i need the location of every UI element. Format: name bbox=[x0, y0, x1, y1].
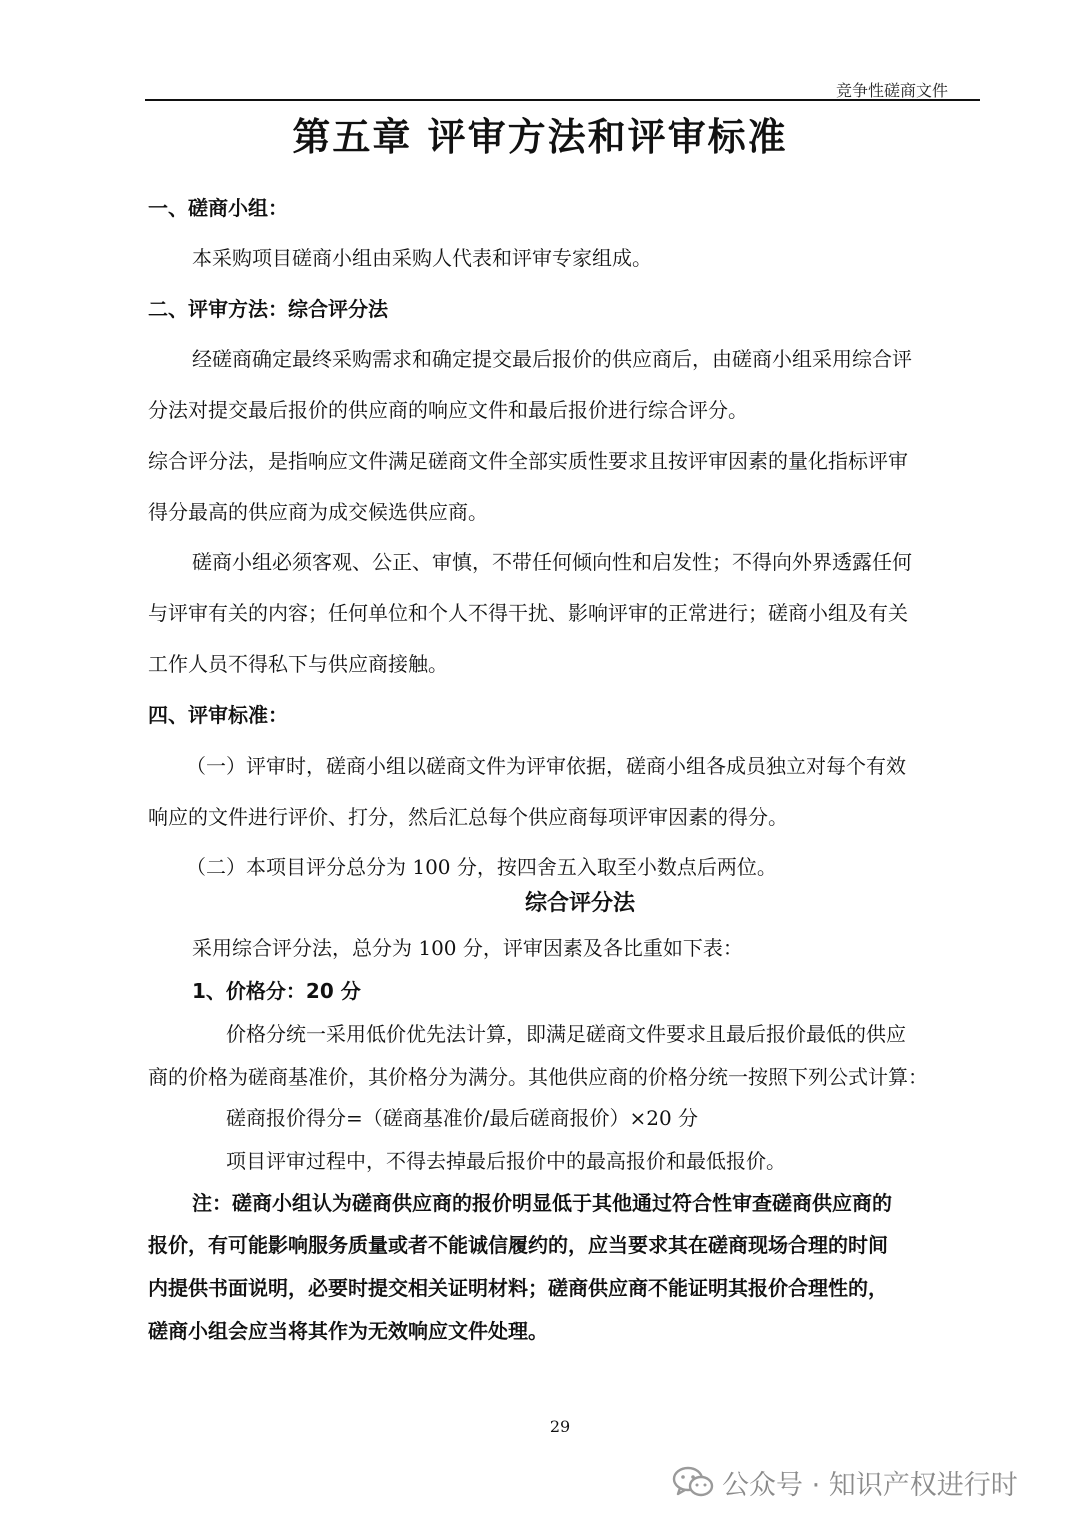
paragraph-line: 综合评分法，是指响应文件满足磋商文件全部实质性要求且按评审因素的量化指标评审 bbox=[148, 449, 908, 473]
paragraph-line: 工作人员不得私下与供应商接触。 bbox=[148, 652, 448, 676]
scoring-intro: 采用综合评分法，总分为 100 分，评审因素及各比重如下表： bbox=[192, 936, 743, 960]
note-line: 内提供书面说明，必要时提交相关证明材料；磋商供应商不能证明其报价合理性的， bbox=[148, 1276, 888, 1300]
paragraph-line: 商的价格为磋商基准价，其价格分为满分。其他供应商的价格分统一按照下列公式计算： bbox=[148, 1065, 928, 1089]
scoring-method-title: 综合评分法 bbox=[524, 891, 635, 916]
price-formula: 磋商报价得分=（磋商基准价/最后磋商报价）×20 分 bbox=[226, 1106, 699, 1130]
watermark-text: 公众号 · 知识产权进行时 bbox=[722, 1469, 1018, 1501]
section-1-heading: 一、磋商小组： bbox=[148, 196, 288, 220]
note-line: 报价，有可能影响服务质量或者不能诚信履约的，应当要求其在磋商现场合理的时间 bbox=[148, 1233, 888, 1257]
note-line: 注：磋商小组认为磋商供应商的报价明显低于其他通过符合性审查磋商供应商的 bbox=[192, 1191, 892, 1215]
paragraph-line: 项目评审过程中，不得去掉最后报价中的最高报价和最低报价。 bbox=[226, 1149, 786, 1173]
page-number: 29 bbox=[549, 1417, 571, 1436]
paragraph-line: 与评审有关的内容；任何单位和个人不得干扰、影响评审的正常进行；磋商小组及有关 bbox=[148, 601, 908, 625]
paragraph-line: 分法对提交最后报价的供应商的响应文件和最后报价进行综合评分。 bbox=[148, 398, 748, 422]
section-2-heading: 二、评审方法：综合评分法 bbox=[148, 297, 388, 321]
note-line: 磋商小组会应当将其作为无效响应文件处理。 bbox=[148, 1319, 548, 1343]
paragraph-line: （一）评审时，磋商小组以磋商文件为评审依据，磋商小组各成员独立对每个有效 bbox=[186, 754, 906, 778]
running-header: 竞争性磋商文件 bbox=[835, 81, 948, 100]
paragraph-line: 响应的文件进行评价、打分，然后汇总每个供应商每项评审因素的得分。 bbox=[148, 805, 788, 829]
wechat-icon bbox=[672, 1465, 714, 1499]
paragraph-line: 磋商小组必须客观、公正、审慎，不带任何倾向性和启发性；不得向外界透露任何 bbox=[192, 550, 912, 574]
header-divider bbox=[145, 99, 980, 101]
paragraph-line: （二）本项目评分总分为 100 分，按四舍五入取至小数点后两位。 bbox=[186, 855, 777, 879]
paragraph-line: 经磋商确定最终采购需求和确定提交最后报价的供应商后，由磋商小组采用综合评 bbox=[192, 347, 912, 371]
section-4-heading: 四、评审标准： bbox=[148, 703, 288, 727]
watermark bbox=[672, 1460, 1018, 1504]
section-1-paragraph: 本采购项目磋商小组由采购人代表和评审专家组成。 bbox=[192, 246, 652, 270]
price-score-heading: 1、价格分：20 分 bbox=[192, 979, 361, 1003]
paragraph-line: 价格分统一采用低价优先法计算，即满足磋商文件要求且最后报价最低的供应 bbox=[226, 1022, 906, 1046]
chapter-title: 第五章 评审方法和评审标准 bbox=[292, 115, 788, 159]
paragraph-line: 得分最高的供应商为成交候选供应商。 bbox=[148, 500, 488, 524]
